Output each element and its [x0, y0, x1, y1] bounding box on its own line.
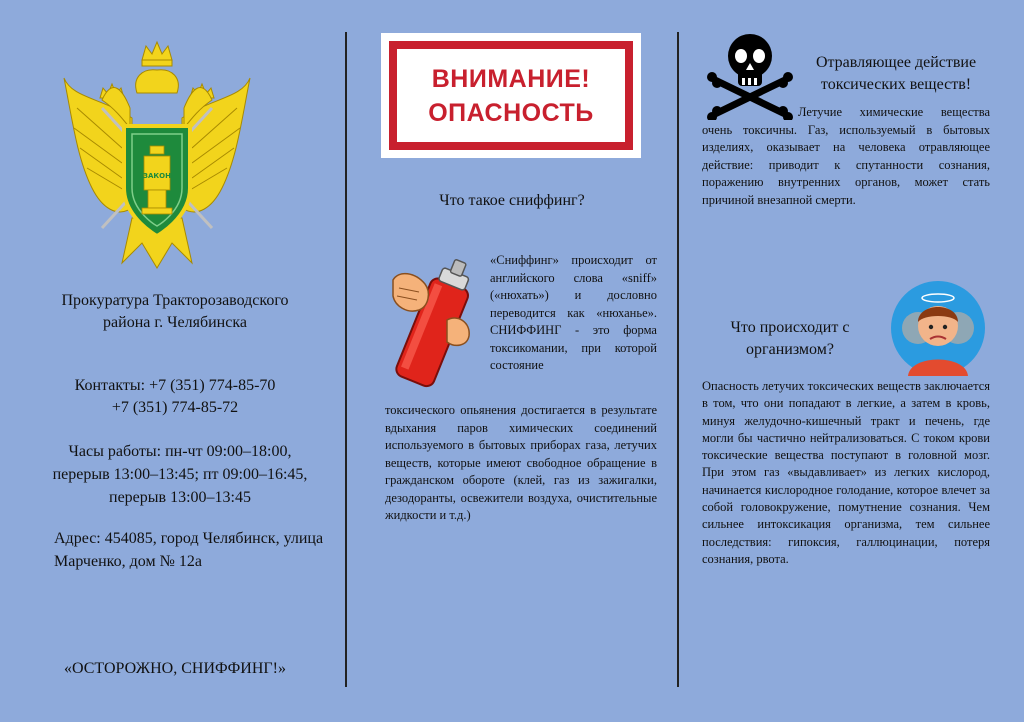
spray-can-icon: [385, 250, 485, 390]
prosecutor-emblem-icon: [62, 38, 252, 278]
left-panel: [0, 0, 345, 722]
toxic-effect-heading: Отравляющее действие токсических веществ!: [815, 54, 977, 93]
phone-2: +7 (351) 774-85-72: [111, 399, 239, 416]
warning-line-2: ОПАСНОСТЬ: [428, 98, 594, 127]
warning-line-1: ВНИМАНИЕ!: [431, 64, 591, 93]
sniffing-definition: «Сниффинг» происходит от английского слова «sniff» («нюхать») и дословно переводится как «нюханье». СНИФФИНГ - это форма токсикомании, при которой состояние: [490, 253, 657, 372]
sick-boy-icon: [890, 280, 986, 376]
contacts-block: [20, 375, 330, 419]
address: Адрес: 454085, город Челябинск, улица Марченко, дом № 12а: [54, 530, 324, 570]
organization-name: Прокуратура Тракторозаводского района г. Челябинска: [61, 292, 289, 331]
motto: «ОСТОРОЖНО, СНИФФИНГ!»: [64, 660, 286, 677]
warning-sign: [381, 33, 641, 158]
svg-text:ЗАКОН: ЗАКОН: [143, 172, 171, 180]
body-effects-text: Опасность летучих токсических веществ заключается в том, что они попадают в легкие, а затем в кровь, минуя желудочно-кишечный тракт и печень, где могли бы частично нейтрализоваться. С током крови токсические вещества поступают в головной мозг. При этом газ «выдавливает» из легких кислород, начинается кислородное голодание, которое влечет за собой головокружение, помутнение сознания. Чем сильнее интоксикация организма, тем сильнее последствия: гипоксия, галлюцинации, потеря сознания, рвота.: [702, 379, 990, 566]
sniffing-description: токсического опьянения достигается в результате вдыхания паров химических соединений используемого в бытовых приборах газа, летучих веществ, которые имеют свободное обращение в гражданском обороте (клей, газ из зажигалки, дезодоранты, освежители воздуха, очистительные жидкости и т.д.): [385, 403, 657, 522]
question-body-effects: Что происходит с организмом?: [730, 319, 850, 358]
toxic-effect-text: Летучие химические вещества очень токсичны. Газ, используемый в бытовых изделиях, оказывает на человека отравляющее действие: приводит к спутанности сознания, поражению внутренних органов, может стать причиной внезапной смерти.: [702, 105, 990, 207]
question-what-is-sniffing: Что такое сниффинг?: [439, 192, 585, 209]
working-hours: Часы работы: пн-чт 09:00–18:00, перерыв 13:00–13:45; пт 09:00–16:45, перерыв 13:00–13:45: [52, 443, 308, 506]
phone-1: Контакты: +7 (351) 774-85-70: [74, 377, 276, 394]
